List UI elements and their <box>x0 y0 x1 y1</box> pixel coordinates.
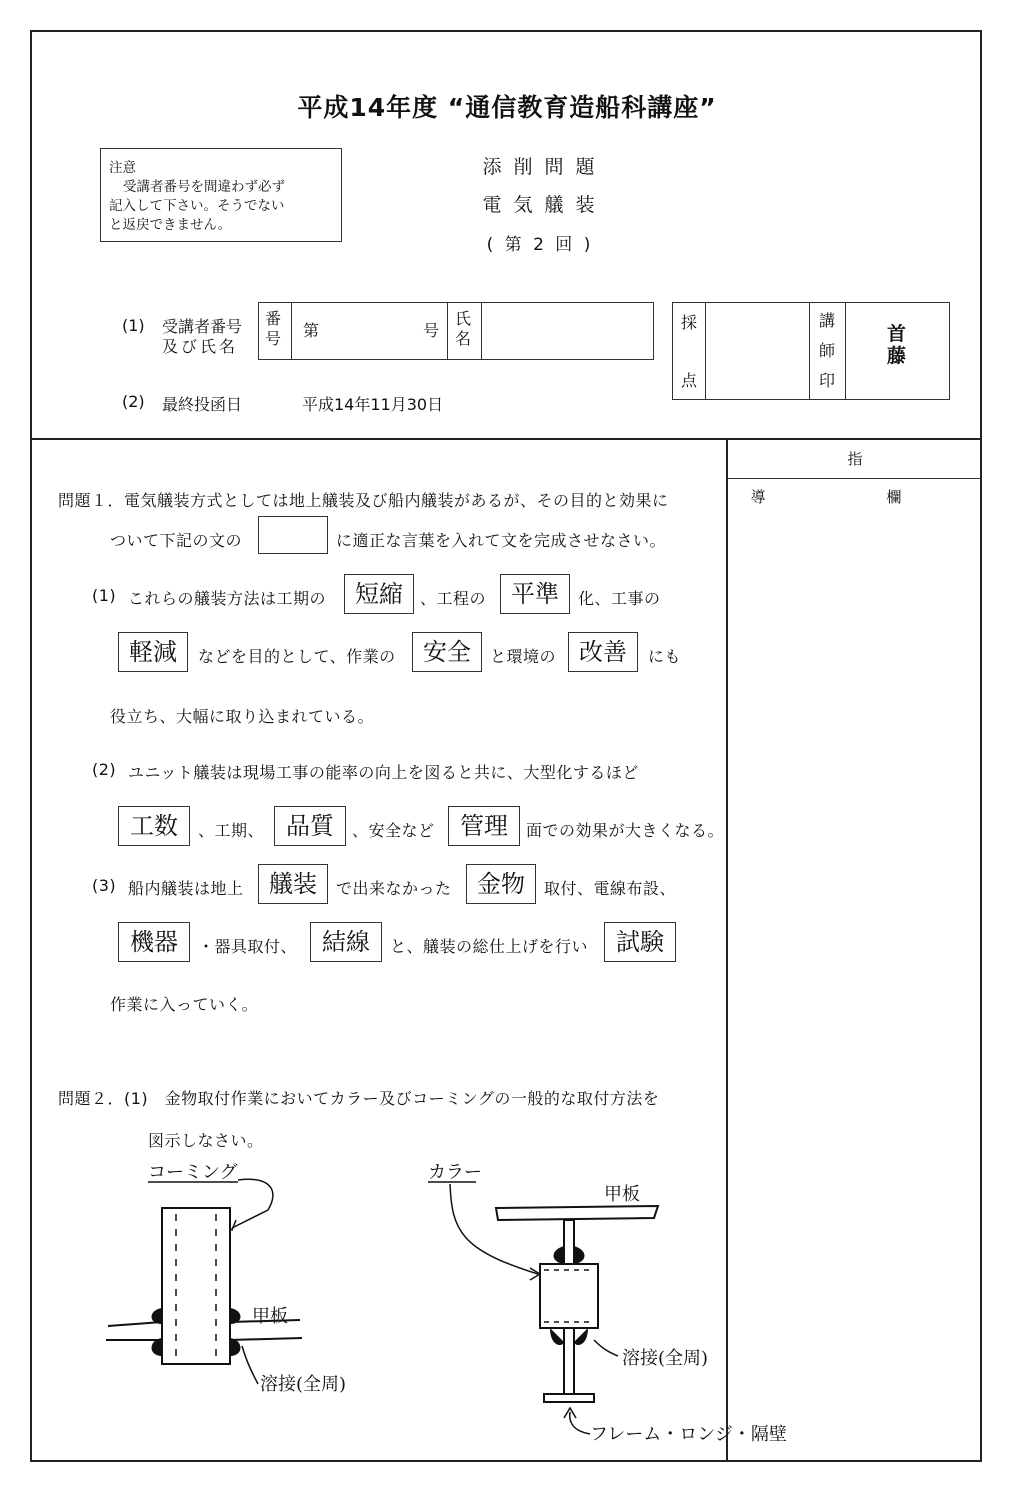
registration-table <box>258 302 654 360</box>
p3-text: 作業に入っていく。 <box>110 995 259 1014</box>
subject-heading: 添 削 問 題 <box>482 156 598 178</box>
p2-text: 、工期、 <box>198 821 265 840</box>
collar-label: カラー <box>428 1162 482 1183</box>
notice-box <box>100 148 342 242</box>
name-char: 名 <box>455 329 472 348</box>
answer-box[interactable]: 平準 <box>500 574 570 614</box>
leader-line <box>450 1184 538 1274</box>
score-char: 点 <box>681 371 698 390</box>
page-title: 平成14年度 “通信教育造船科講座” <box>297 93 717 122</box>
p3-text: 取付、電線布設、 <box>544 879 677 898</box>
teacher-stamp: 首藤 <box>887 323 907 367</box>
coaming-shape <box>162 1208 230 1364</box>
divider <box>809 303 810 399</box>
collar-shape <box>540 1264 598 1328</box>
go-label: 号 <box>423 321 440 340</box>
item2-number: (2) <box>122 392 145 411</box>
answer-box[interactable]: 試験 <box>604 922 676 962</box>
p1-text: これらの艤装方法は工期の <box>128 589 327 608</box>
leader-line <box>232 1179 273 1228</box>
answer-box[interactable]: 機器 <box>118 922 190 962</box>
q1-line: 問題１．電気艤装方式としては地上艤装及び船内艤装があるが、その目的と効果に <box>58 491 669 510</box>
frame-label: フレーム・ロンジ・隔壁 <box>590 1424 787 1445</box>
round-label: ( 第 2 回 ) <box>486 235 594 255</box>
item1-number: (1) <box>122 316 145 335</box>
p1-text: などを目的として、作業の <box>198 647 396 666</box>
divider <box>705 303 706 399</box>
answer-box[interactable]: 金物 <box>466 864 536 904</box>
p3-text: ・器具取付、 <box>198 937 298 956</box>
notice-title: 注意 <box>109 160 136 176</box>
deck-label: 甲板 <box>604 1184 640 1205</box>
teacher-char: 印 <box>819 371 836 390</box>
p1-text: と環境の <box>490 647 557 666</box>
p1-text: 役立ち、大幅に取り込まれている。 <box>110 707 375 726</box>
subject-name: 電 気 艤 装 <box>482 194 598 216</box>
mounting-figure <box>30 1150 787 1450</box>
dai-label: 第 <box>303 321 320 340</box>
p3-number: (3) <box>92 876 117 895</box>
notice-line: 受講者番号を間違わず必ず <box>123 179 285 195</box>
q2-line: 図示しなさい。 <box>148 1131 264 1150</box>
p2-text: 、安全など <box>352 821 435 840</box>
weld-label: 溶接(全周) <box>622 1348 709 1369</box>
guidance-column <box>726 440 982 1462</box>
item1-label: 受講者番号 <box>162 317 243 336</box>
p1-text: 、工程の <box>420 589 487 608</box>
answer-box[interactable]: 改善 <box>568 632 638 672</box>
answer-box[interactable]: 品質 <box>274 806 346 846</box>
divider <box>447 303 448 359</box>
name-field[interactable] <box>485 305 645 357</box>
sample-blank-box <box>258 516 328 554</box>
ban-char: 番 <box>265 309 282 328</box>
p1-number: (1) <box>92 586 117 605</box>
answer-box[interactable]: 軽減 <box>118 632 188 672</box>
divider <box>481 303 482 359</box>
item2-label: 最終投函日 <box>162 395 243 414</box>
q1-line: ついて下記の文の <box>110 531 243 550</box>
deadline-date: 平成14年11月30日 <box>302 395 444 414</box>
p3-text: と、艤装の総仕上げを行い <box>390 937 589 956</box>
q1-line: に適正な言葉を入れて文を完成させなさい。 <box>336 531 667 550</box>
coaming-label: コーミング <box>148 1162 238 1183</box>
p2-text: ユニット艤装は現場工事の能率の向上を図ると共に、大型化するほど <box>128 763 639 782</box>
answer-box[interactable]: 工数 <box>118 806 190 846</box>
name-label <box>455 309 471 349</box>
divider <box>845 303 846 399</box>
deck-label: 甲板 <box>252 1306 288 1327</box>
p3-text: で出来なかった <box>336 879 452 898</box>
notice-line: 記入して下さい。そうでない <box>109 198 285 214</box>
item1-label: 及び氏名 <box>162 337 239 356</box>
p1-text: にも <box>648 647 682 666</box>
name-char: 氏 <box>455 309 472 328</box>
score-field[interactable] <box>709 305 805 397</box>
p1-text: 化、工事の <box>578 589 661 608</box>
answer-box[interactable]: 短縮 <box>344 574 414 614</box>
weld-label: 溶接(全周) <box>260 1374 347 1395</box>
guidance-heading: 指 導 欄 <box>728 440 982 479</box>
p3-text: 船内艤装は地上 <box>128 879 244 898</box>
p2-text: 面での効果が大きくなる。 <box>526 821 725 840</box>
p2-number: (2) <box>92 760 117 779</box>
score-char: 採 <box>681 313 698 332</box>
answer-box[interactable]: 結線 <box>310 922 382 962</box>
deck-plate <box>496 1206 658 1220</box>
grading-table <box>672 302 950 400</box>
ban-label <box>265 309 281 349</box>
teacher-char: 師 <box>819 341 836 360</box>
ban-char: 号 <box>265 329 282 348</box>
q2-line: 問題２．(1) 金物取付作業においてカラー及びコーミングの一般的な取付方法を <box>58 1089 660 1108</box>
teacher-char: 講 <box>819 311 836 330</box>
notice-line: と返戻できません。 <box>109 217 232 233</box>
answer-box[interactable]: 艤装 <box>258 864 328 904</box>
answer-box[interactable]: 安全 <box>412 632 482 672</box>
divider <box>291 303 292 359</box>
answer-box[interactable]: 管理 <box>448 806 520 846</box>
